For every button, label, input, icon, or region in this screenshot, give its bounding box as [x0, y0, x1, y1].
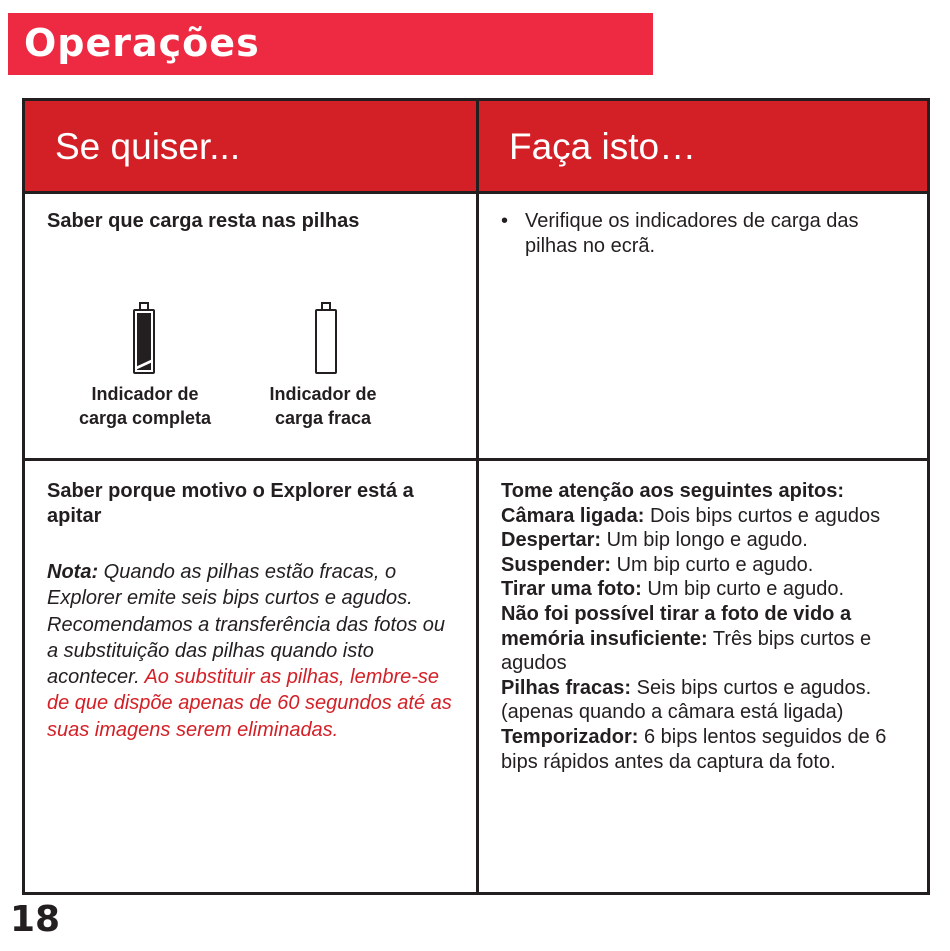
note-warning: Ao substituir as pilhas, lembre-se de que dispõe apenas de 60 segundos até as suas imagens serem eliminadas.	[47, 666, 452, 741]
page-number: 18	[10, 899, 61, 940]
row1-right-bullet-item	[501, 209, 911, 259]
beep-list-title: Tome atenção aos seguintes apitos:	[501, 480, 845, 502]
bullet-icon: •	[501, 210, 509, 232]
battery-low-icon	[315, 309, 337, 374]
note-text: Quando as pilhas estão fracas, o Explorer emite seis bips curtos e agudos. Recomendamos a transferência das fotos ou a substituição das pilhas quando isto acontecer.	[47, 561, 445, 689]
beep-item: Temporizador: 6 bips lentos seguidos de 6 bips rápidos antes da captura da foto.	[501, 725, 887, 773]
beep-item: Tirar uma foto: Um bip curto e agudo.	[501, 578, 845, 601]
section-title: Operações	[24, 21, 260, 65]
beep-list	[501, 479, 921, 774]
operations-table	[22, 98, 930, 895]
beep-item: Não foi possível tirar a foto de vido a memória insuficiente: Três bips curtos e agudos	[501, 602, 872, 675]
row2-left-title: Saber porque motivo o Explorer está a apitar	[47, 480, 414, 527]
row1-right-text: Verifique os indicadores de carga das pilhas no ecrã.	[525, 210, 859, 257]
header-right: Faça isto…	[479, 101, 927, 192]
column-divider	[476, 101, 479, 892]
beep-item: Pilhas fracas: Seis bips curtos e agudos.(apenas quando a câmara está ligada)	[501, 676, 872, 724]
battery-full-label: Indicador de carga completa	[78, 384, 212, 428]
note-label: Nota:	[47, 561, 99, 583]
row2-note	[47, 559, 452, 743]
battery-low-label: Indicador de carga fraca	[269, 384, 377, 428]
row-divider-header	[25, 191, 927, 194]
beep-item: Despertar: Um bip longo e agudo.	[501, 529, 808, 552]
row1-left-title: Saber que carga resta nas pilhas	[47, 210, 360, 232]
section-banner	[8, 13, 653, 75]
beep-item: Câmara ligada: Dois bips curtos e agudos	[501, 504, 881, 527]
row-divider-middle	[25, 458, 927, 461]
beep-item: Suspender: Um bip curto e agudo.	[501, 553, 814, 576]
battery-full-icon	[133, 309, 155, 374]
header-left: Se quiser...	[25, 101, 476, 192]
